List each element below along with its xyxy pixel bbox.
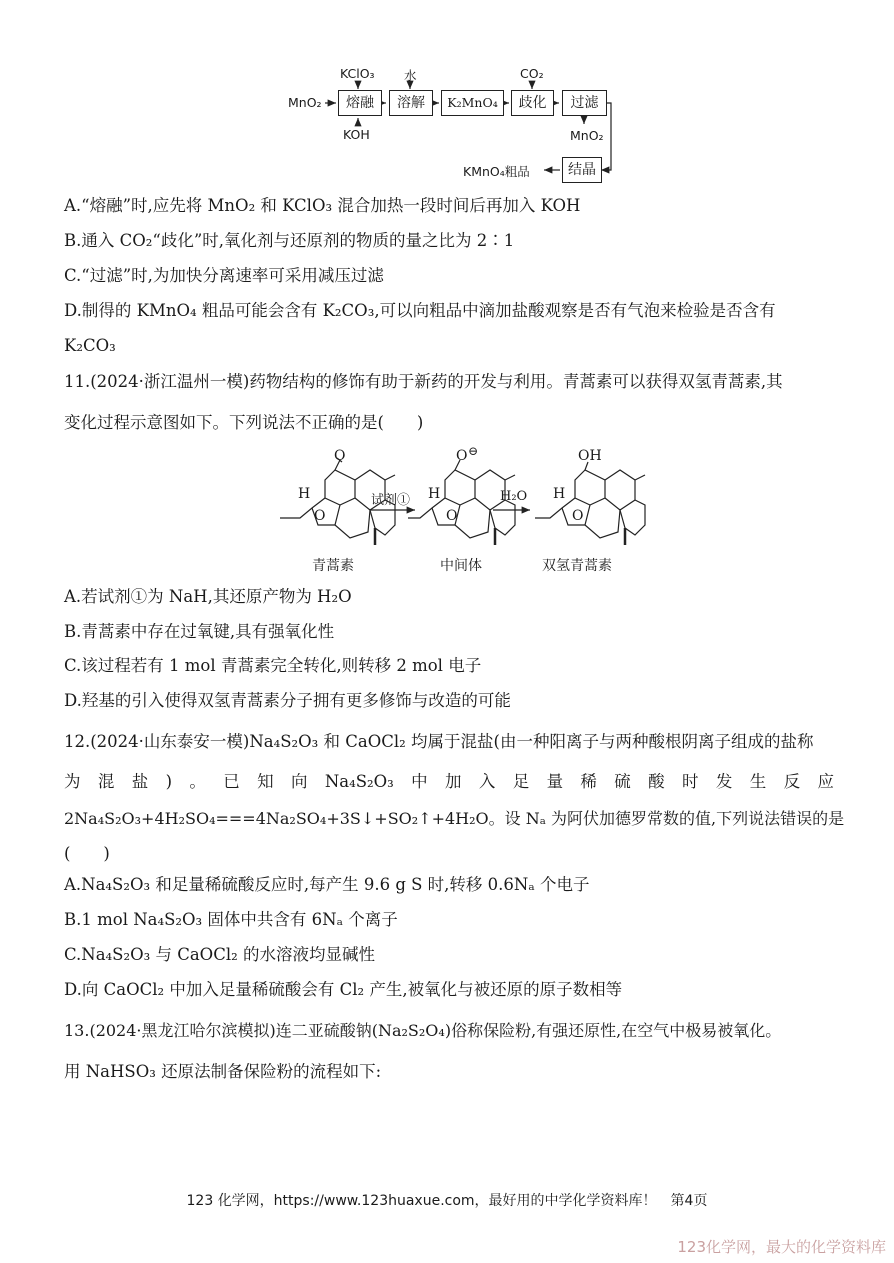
- q12-word: 量: [546, 772, 564, 791]
- molecule-name-intermediate: 中间体: [440, 558, 482, 574]
- q12-word: 酸: [648, 772, 665, 791]
- input-koh: KOH: [343, 127, 370, 142]
- reactant-mno2: MnO₂: [288, 95, 322, 110]
- q12-option-b: B.1 mol Na₄S₂O₃ 固体中共含有 6Nₐ 个离子: [64, 910, 398, 929]
- q12-option-a: A.Na₄S₂O₃ 和足量稀硫酸反应时,每产生 9.6 g S 时,转移 0.6Nₐ 个电子: [64, 875, 590, 894]
- input-water: 水: [404, 68, 417, 83]
- atom-o-peroxide-2: O: [446, 508, 458, 524]
- q10-option-d-cont: K₂CO₃: [64, 336, 116, 355]
- input-co2: CO₂: [520, 66, 544, 81]
- q12-word: ): [165, 772, 173, 791]
- box-melt: 熔融: [338, 90, 382, 116]
- q12-stem-line3: 2Na₄S₂O₃+4H₂SO₄===4Na₂SO₄+3S↓+SO₂↑+4H₂O。设 Nₐ 为阿伏加德罗常数的值,下列说法错误的是: [64, 809, 845, 828]
- atom-o-peroxide-1: O: [314, 508, 326, 524]
- atom-h-2: H: [428, 486, 441, 502]
- atom-oh: OH: [578, 448, 602, 464]
- q10-option-b: B.通入 CO₂“歧化”时,氧化剂与还原剂的物质的量之比为 2∶1: [64, 231, 515, 250]
- q12-word: 为: [64, 772, 81, 791]
- atom-o-peroxide-3: O: [572, 508, 584, 524]
- atom-h-3: H: [553, 486, 566, 502]
- q12-word: 反: [783, 772, 801, 791]
- q12-word: 应: [817, 772, 834, 791]
- q10-option-d: D.制得的 KMnO₄ 粗品可能会含有 K₂CO₃,可以向粗品中滴加盐酸观察是否有气泡来检验是否含有: [64, 301, 776, 320]
- q12-word: 知: [257, 772, 274, 791]
- q13-stem-line2: 用 NaHSO₃ 还原法制备保险粉的流程如下:: [64, 1062, 382, 1081]
- q13-stem-line1: 13.(2024·黑龙江哈尔滨模拟)连二亚硫酸钠(Na₂S₂O₄)俗称保险粉,有强还原性,在空气中极易被氧化。: [64, 1021, 782, 1040]
- q12-word: 向: [290, 772, 308, 791]
- q12-option-d: D.向 CaOCl₂ 中加入足量稀硫酸会有 Cl₂ 产生,被氧化与被还原的原子数相等: [64, 980, 623, 999]
- q11-option-a: A.若试剂①为 NaH,其还原产物为 H₂O: [64, 587, 352, 606]
- q11-option-c: C.该过程若有 1 mol 青蒿素完全转化,则转移 2 mol 电子: [64, 656, 482, 675]
- q12-word: 时: [682, 772, 699, 791]
- atom-h-1: H: [298, 486, 311, 502]
- q12-stem-line4: ( ): [64, 844, 110, 863]
- q12-word: 硫: [614, 772, 631, 791]
- q12-stem-line1: 12.(2024·山东泰安一模)Na₄S₂O₃ 和 CaOCl₂ 均属于混盐(由一种阳离子与两种酸根阴离子组成的盐称: [64, 732, 814, 751]
- watermark: 123化学网，最大的化学资料库: [677, 1238, 886, 1256]
- q12-word: 。: [189, 772, 206, 791]
- q12-word: 稀: [580, 772, 597, 791]
- charge-negative: ⊖: [468, 444, 479, 458]
- molecule-structures: [0, 0, 894, 590]
- q10-option-a: A.“熔融”时,应先将 MnO₂ 和 KClO₃ 混合加热一段时间后再加入 KOH: [64, 196, 581, 215]
- reagent-1-label: 试剂①: [371, 493, 411, 508]
- atom-o-carbonyl-1: O: [334, 448, 346, 464]
- input-kclo3: KClO₃: [340, 66, 375, 81]
- q12-word: 混: [97, 772, 115, 791]
- q11-option-b: B.青蒿素中存在过氧键,具有强氧化性: [64, 622, 335, 641]
- q12-word: 发: [715, 772, 733, 791]
- q12-word: 已: [223, 772, 240, 791]
- box-k2mno4: K₂MnO₄: [441, 90, 504, 116]
- atom-o-carbonyl-2: O: [456, 448, 468, 464]
- page-footer: 123 化学网，https://www.123huaxue.com，最好用的中学化学资料库！ 第4页: [186, 1193, 708, 1209]
- q12-word: 中: [411, 772, 428, 791]
- box-dissolve: 溶解: [389, 90, 433, 116]
- molecule-intermediate: [408, 460, 515, 545]
- q12-option-c: C.Na₄S₂O₃ 与 CaOCl₂ 的水溶液均显碱性: [64, 945, 375, 964]
- q12-word: 盐: [131, 772, 149, 791]
- q11-option-d: D.羟基的引入使得双氢青蒿素分子拥有更多修饰与改造的可能: [64, 691, 511, 710]
- box-crystallize: 结晶: [562, 157, 602, 183]
- molecule-dihydroartemisinin: [535, 462, 645, 545]
- q12-stem-line2: [64, 771, 834, 793]
- box-filter: 过滤: [562, 90, 607, 116]
- q12-word: 入: [478, 772, 496, 791]
- product-kmno4-crude: KMnO₄粗品: [463, 164, 530, 179]
- box-disproportionate: 歧化: [511, 90, 554, 116]
- q10-option-c: C.“过滤”时,为加快分离速率可采用减压过滤: [64, 266, 384, 285]
- q11-stem-line2: 变化过程示意图如下。下列说法不正确的是( ): [64, 413, 424, 432]
- q12-word: Na₄S₂O₃: [324, 772, 394, 791]
- q12-word: 足: [512, 772, 530, 791]
- q11-stem-line1: 11.(2024·浙江温州一模)药物结构的修饰有助于新药的开发与利用。青蒿素可以获得双氢青蒿素,其: [64, 372, 783, 391]
- byproduct-mno2: MnO₂: [570, 128, 604, 143]
- molecule-name-dihydroartemisinin: 双氢青蒿素: [542, 558, 612, 574]
- q12-word: 加: [444, 772, 462, 791]
- molecule-name-artemisinin: 青蒿素: [312, 558, 354, 574]
- q12-word: 生: [749, 772, 767, 791]
- reagent-2-label: H₂O: [500, 489, 528, 504]
